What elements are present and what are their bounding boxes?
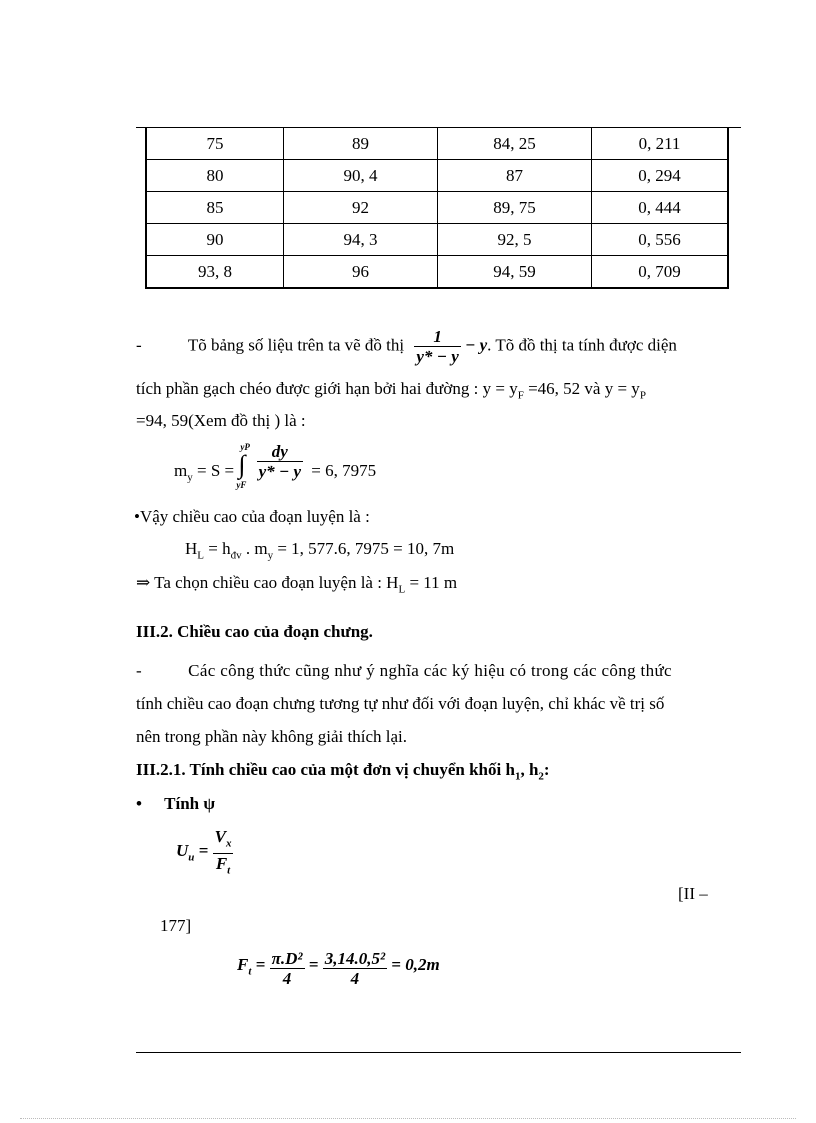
formula-lhs: F — [237, 955, 249, 975]
paragraph-text: . Tõ đồ thị ta tính được diện — [487, 335, 677, 355]
table-cell: 94, 3 — [284, 224, 438, 256]
subscript: 2 — [538, 770, 544, 783]
formula-lhs: U — [176, 840, 189, 860]
choice-text: = 11 m — [405, 573, 458, 592]
integral-upper-limit: yP — [240, 442, 250, 452]
choice-text: ⇒ Ta chọn chiều cao đoạn luyện là : H — [136, 573, 399, 592]
table-cell: 90 — [146, 224, 284, 256]
fraction-denominator: 4 — [282, 969, 292, 988]
fraction-numerator: π.D² — [271, 949, 303, 968]
paragraph-text: =46, 52 và y = y — [523, 379, 640, 398]
fraction-denominator: y* − y — [258, 462, 302, 481]
paragraph-line-3: =94, 59(Xem đồ thị ) là : — [136, 411, 306, 430]
section-paragraph-line-3: nên trong phần này không giải thích lại. — [136, 727, 407, 746]
data-table — [145, 127, 729, 289]
reference-part-a: [II – — [678, 884, 708, 903]
subscript: t — [227, 864, 231, 877]
subscript: t — [248, 965, 252, 978]
formula-result: = 6, 7975 — [311, 461, 377, 481]
table-row — [146, 160, 728, 192]
choice-line — [136, 573, 457, 595]
subscript: y — [187, 471, 193, 484]
formula-part: = h — [204, 539, 231, 558]
table-row — [146, 256, 728, 289]
dash-bullet: - — [136, 661, 142, 680]
table-cell: 90, 4 — [284, 160, 438, 192]
formula-lhs: m — [174, 461, 188, 481]
table-cell: 75 — [146, 128, 284, 160]
conclusion-line: •Vậy chiều cao của đoạn luyện là : — [134, 507, 370, 526]
table-cell: 80 — [146, 160, 284, 192]
formula-f: $F_t$ = $\frac{\text{π.D²}}{4}$ = $\frac{\text{3,14.0,5²}}{4}$ = 0,2m — [237, 949, 440, 988]
section-paragraph-line-1 — [136, 661, 741, 681]
fraction-denominator: y* − y — [416, 347, 459, 366]
formula-result: = 0,2m — [391, 955, 440, 975]
fraction-denominator: F — [215, 854, 228, 874]
bullet-dot-icon: • — [136, 794, 142, 813]
table-cell: 93, 8 — [146, 256, 284, 289]
fraction-f2 — [323, 950, 387, 987]
table-cell: 92 — [284, 192, 438, 224]
formula-u: $U_u$ = $\frac{V_x}{F_t}$ — [176, 828, 233, 880]
table-cell: 96 — [284, 256, 438, 289]
section-paragraph-line-2: tính chiều cao đoạn chưng tương tự như đối với đoạn luyện, chỉ khác về trị số — [136, 694, 665, 713]
table-cell: 89, 75 — [438, 192, 592, 224]
paragraph-line-2 — [136, 379, 646, 401]
table-row — [146, 224, 728, 256]
dash-bullet: - — [136, 335, 142, 355]
section-heading: III.2. Chiều cao của đoạn chưng. — [136, 622, 373, 641]
subsection-heading — [136, 760, 550, 782]
table-cell: 0, 709 — [592, 256, 729, 289]
subscript: đv — [230, 549, 242, 562]
fraction-denominator: 4 — [350, 969, 360, 988]
minus-y: − y — [465, 335, 488, 355]
table-cell: 0, 444 — [592, 192, 729, 224]
fraction-inverse — [414, 328, 460, 365]
table-cell: 84, 25 — [438, 128, 592, 160]
subscript: 1 — [514, 770, 521, 783]
bottom-rule — [136, 1052, 741, 1053]
table-row — [146, 128, 728, 160]
paragraph-text: Tõ bảng số liệu trên ta vẽ đồ thị — [187, 335, 405, 355]
table-cell: 94, 59 — [438, 256, 592, 289]
integrand-fraction — [257, 443, 303, 480]
fraction-numerator: 3,14.0,5² — [324, 949, 386, 968]
subscript: u — [188, 851, 195, 864]
fraction-f1 — [270, 950, 305, 987]
hl-formula — [185, 539, 454, 561]
formula-part: . m — [241, 539, 268, 558]
subscript: L — [398, 583, 406, 596]
bullet-text: Tính ψ — [164, 794, 216, 813]
table-cell: 0, 556 — [592, 224, 729, 256]
fraction-numerator: dy — [257, 443, 303, 462]
fraction-numerator: V — [214, 827, 226, 846]
table-cell: 92, 5 — [438, 224, 592, 256]
bullet-item — [136, 794, 215, 814]
subscript: F — [517, 389, 524, 402]
paragraph-text: tích phần gạch chéo được giới hạn bởi hai đường : y = y — [136, 379, 518, 398]
table-cell: 85 — [146, 192, 284, 224]
heading-text: , h — [520, 760, 539, 779]
heading-text: III.2.1. Tính chiều cao của một đơn vị chuyển khối h — [136, 760, 515, 779]
subscript: x — [225, 837, 232, 850]
table-cell: 87 — [438, 160, 592, 192]
table-row — [146, 192, 728, 224]
paragraph-graph-line — [136, 328, 741, 365]
subscript: P — [639, 389, 646, 402]
subscript: L — [197, 549, 205, 562]
table-cell: 89 — [284, 128, 438, 160]
formula-eq: = S = — [192, 461, 239, 481]
formula-my — [174, 444, 376, 490]
integral-sign: ∫ yP yF — [236, 442, 250, 490]
reference-part-b: 177] — [160, 916, 192, 935]
subscript: y — [267, 549, 274, 562]
table-cell: 0, 211 — [592, 128, 729, 160]
fraction-u — [213, 828, 234, 880]
paragraph-text: Các công thức cũng như ý nghĩa các ký hiệu có trong các công thức — [188, 661, 672, 680]
formula-part: = 1, 577.6, 7975 = 10, 7m — [273, 539, 455, 558]
formula-part: H — [185, 539, 198, 558]
integral-lower-limit: yF — [236, 480, 247, 490]
fraction-numerator: 1 — [414, 328, 460, 347]
table-cell: 0, 294 — [592, 160, 729, 192]
heading-text: : — [543, 760, 550, 779]
page-edge-dots — [20, 1118, 796, 1119]
